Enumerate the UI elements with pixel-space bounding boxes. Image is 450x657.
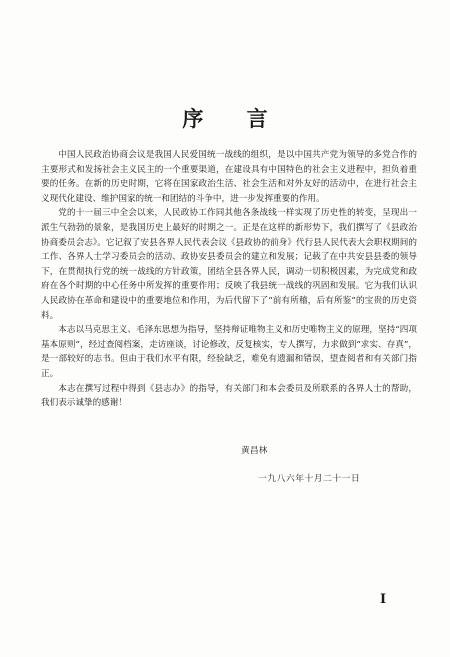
paragraph-3: 本志以马克思主义、毛泽东思想为指导，坚持辩证唯物主义和历史唯物主义的原理，坚持“四项基本原则”，经过查阅档案，走访座谈，讨论修改，反复核实，专人撰写，力求做到“求实、存真”，是一部较好的志书。但由于我们水平有限，经验缺乏，难免有遗漏和错误，望查阅者和有关部门指正。 xyxy=(41,325,417,379)
paragraph-4: 本志在撰写过程中得到《县志办》的指导，有关部门和本会委员及所联系的各界人士的帮助，我们表示诚挚的感谢！ xyxy=(41,383,417,409)
paragraph-2: 党的十一届三中全会以来，人民政协工作同其他各条战线一样实现了历史性的转变，呈现出一派生气勃勃的景象，是我国历史上最好的时期之一。正是在这样的新形势下，我们撰写了《县政治协商委员会志》。它记叙了安县各界人民代表会议《县政协的前身》代行县人民代表大会职权期间的工作、各界人士学习委员会的活动、政协安县委员会的建立和发展；记载了在中共安县县委的领导下，在贯彻执行党的统一战线的方针政策，团结全县各界人民，调动一切积极因素，为完成党和政府在各个时期的中心任务中所发挥的重要作用；反映了我县统一战线的巩固和发展。它为我们认识人民政协在革命和建设中的重要地位和作用，为后代留下了“前有所稽，后有所鉴”的宝贵的历史资料。 xyxy=(41,208,417,321)
date-line: 一九八六年十月二十一日 xyxy=(258,474,361,484)
page-number: I xyxy=(380,592,387,607)
preface-body xyxy=(41,148,417,411)
paragraph-1: 中国人民政治协商会议是我国人民爱国统一战线的组织，是以中国共产党为领导的多党合作的主要形式和发扬社会主义民主的一个重要渠道，在建设具有中国特色的社会主义进程中，担负着重要的任务。在新的历史时期，它将在国家政治生活、社会生活和对外友好的活动中，在进行社会主义现代化建设、维护国家的统一和团结的斗争中，进一步发挥重要的作用。 xyxy=(41,150,417,204)
page-title: 序 言 xyxy=(182,106,286,131)
author-signature: 黄昌林 xyxy=(241,446,268,456)
